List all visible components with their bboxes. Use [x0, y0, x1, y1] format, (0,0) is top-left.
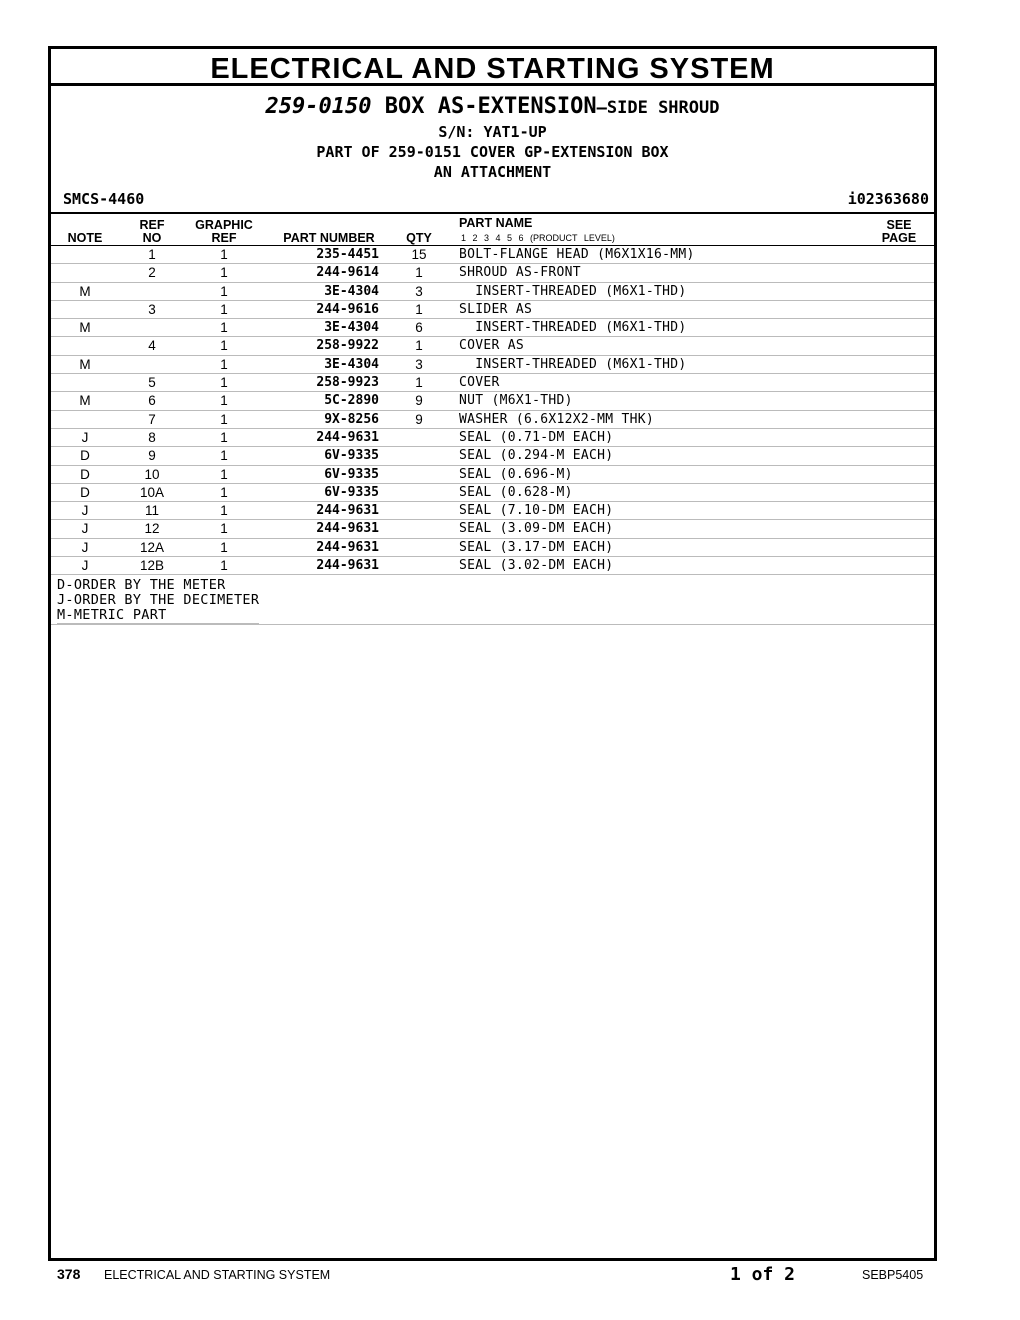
qty-cell: 3	[415, 356, 423, 372]
table-row	[51, 411, 934, 429]
footer-sheet-count: 1 of 2	[730, 1264, 796, 1285]
graphic-ref-cell: 1	[220, 429, 228, 445]
note-line: J-ORDER BY THE DECIMETER	[57, 592, 260, 608]
part-number-cell: 244-9631	[316, 558, 379, 574]
qty-cell: 3	[415, 283, 423, 299]
ref-no-cell: 12A	[139, 539, 165, 555]
col-header-note: NOTE	[67, 231, 103, 245]
part-number-cell: 3E-4304	[324, 320, 379, 336]
smcs-code: SMCS-4460	[63, 190, 145, 208]
note-cell: J	[81, 521, 89, 537]
table-row	[51, 429, 934, 447]
assembly-name: BOX AS-EXTENSION	[384, 94, 597, 119]
note-cell: M	[79, 356, 91, 372]
footer-section-title: ELECTRICAL AND STARTING SYSTEM	[104, 1268, 331, 1282]
part-name-cell: INSERT-THREADED (M6X1-THD)	[459, 356, 687, 372]
note-cell: M	[79, 320, 91, 336]
part-number-cell: 244-9616	[316, 301, 379, 317]
table-row	[51, 502, 934, 520]
attachment-note: AN ATTACHMENT	[433, 163, 552, 181]
graphic-ref-cell: 1	[220, 247, 228, 262]
note-cell: D	[80, 466, 90, 482]
ref-no-cell: 3	[148, 301, 156, 317]
col-header-qty: QTY	[406, 231, 432, 245]
notes-divider	[51, 624, 934, 625]
graphic-ref-cell: 1	[220, 558, 228, 574]
graphic-ref-cell: 1	[220, 338, 228, 354]
col-header-graphic-line1: GRAPHIC	[195, 218, 253, 232]
qty-cell: 9	[415, 411, 423, 427]
table-row	[51, 392, 934, 410]
ref-no-cell: 12	[144, 521, 160, 537]
section-title: ELECTRICAL AND STARTING SYSTEM	[51, 49, 934, 86]
note-cell: J	[81, 558, 89, 574]
note-cell: D	[80, 448, 90, 464]
graphic-ref-cell: 1	[220, 375, 228, 391]
col-header-graphic-line2: REF	[211, 231, 237, 245]
graphic-ref-cell: 1	[220, 301, 228, 317]
table-row	[51, 466, 934, 484]
col-header-see-page	[871, 219, 927, 245]
qty-cell: 1	[415, 265, 423, 281]
part-name-cell: SHROUD AS-FRONT	[459, 265, 581, 281]
part-number-cell: 244-9631	[316, 503, 379, 519]
table-row	[51, 484, 934, 502]
part-number-cell: 258-9923	[316, 375, 379, 391]
col-header-graphic	[189, 219, 259, 245]
part-name-cell: SEAL (0.294-M EACH)	[459, 448, 614, 464]
serial-range: S/N: YAT1-UP	[438, 123, 547, 141]
part-name-cell: SEAL (0.696-M)	[459, 466, 573, 482]
table-row	[51, 520, 934, 538]
ref-no-cell: 10	[144, 466, 160, 482]
footer-document-number: SEBP5405	[862, 1268, 924, 1282]
note-line: M-METRIC PART	[57, 607, 167, 623]
part-name-cell: SEAL (7.10-DM EACH)	[459, 503, 614, 519]
part-number-cell: 244-9631	[316, 521, 379, 537]
illustration-id: i02363680	[847, 190, 929, 208]
part-name-cell: SEAL (0.71-DM EACH)	[459, 429, 614, 445]
qty-cell: 6	[415, 320, 423, 336]
part-name-cell: WASHER (6.6X12X2-MM THK)	[459, 411, 655, 427]
qty-cell: 15	[411, 247, 427, 262]
col-header-ref-line2: NO	[142, 231, 162, 245]
note-cell: J	[81, 503, 89, 519]
part-number-cell: 235-4451	[316, 247, 379, 262]
part-of-line: PART OF 259-0151 COVER GP-EXTENSION BOX	[316, 143, 669, 161]
assembly-subname: —SIDE SHROUD	[596, 98, 720, 118]
part-number-cell: 244-9614	[316, 265, 379, 281]
ref-no-cell: 4	[148, 338, 156, 354]
part-number-cell: 6V-9335	[324, 484, 379, 500]
table-row	[51, 557, 934, 575]
note-cell: J	[81, 429, 89, 445]
ref-no-cell: 5	[148, 375, 156, 391]
graphic-ref-cell: 1	[220, 320, 228, 336]
ref-no-cell: 1	[148, 247, 156, 262]
part-number-cell: 3E-4304	[324, 356, 379, 372]
ref-no-cell: 9	[148, 448, 156, 464]
col-header-see-page-line2: PAGE	[881, 231, 917, 245]
graphic-ref-cell: 1	[220, 393, 228, 409]
part-number-cell: 5C-2890	[324, 393, 379, 409]
product-levels: 1 2 3 4 5 6 (PRODUCT LEVEL)	[461, 233, 615, 243]
graphic-ref-cell: 1	[220, 521, 228, 537]
col-header-part-number: PART NUMBER	[283, 231, 375, 245]
part-number-cell: 6V-9335	[324, 466, 379, 482]
part-name-cell: INSERT-THREADED (M6X1-THD)	[459, 320, 687, 336]
table-row	[51, 374, 934, 392]
graphic-ref-cell: 1	[220, 466, 228, 482]
part-name-cell: SEAL (3.09-DM EACH)	[459, 521, 614, 537]
qty-cell: 1	[415, 375, 423, 391]
ref-no-cell: 8	[148, 429, 156, 445]
qty-cell: 1	[415, 301, 423, 317]
table-row	[51, 301, 934, 319]
parts-table	[51, 246, 934, 575]
note-cell: J	[81, 539, 89, 555]
footer-page-number: 378	[57, 1266, 81, 1282]
table-row	[51, 539, 934, 557]
table-row	[51, 356, 934, 374]
note-cell: M	[79, 283, 91, 299]
col-header-part-name: PART NAME	[459, 216, 533, 230]
table-row	[51, 283, 934, 301]
qty-cell: 9	[415, 393, 423, 409]
graphic-ref-cell: 1	[220, 503, 228, 519]
ref-no-cell: 11	[144, 503, 159, 519]
part-name-cell: SEAL (3.02-DM EACH)	[459, 558, 614, 574]
notes-legend	[57, 578, 259, 624]
ref-no-cell: 6	[148, 393, 156, 409]
ref-no-cell: 10A	[139, 484, 165, 500]
assembly-part-number: 259-0150	[265, 94, 372, 119]
part-name-cell: SEAL (0.628-M)	[459, 484, 573, 500]
part-number-cell: 258-9922	[316, 338, 379, 354]
header-divider	[51, 212, 934, 214]
ref-no-cell: 2	[148, 265, 156, 281]
table-row	[51, 246, 934, 264]
part-name-cell: COVER AS	[459, 338, 525, 354]
graphic-ref-cell: 1	[220, 484, 228, 500]
page-frame	[48, 46, 937, 1261]
graphic-ref-cell: 1	[220, 411, 228, 427]
note-cell: D	[80, 484, 90, 500]
part-name-cell: SEAL (3.17-DM EACH)	[459, 539, 614, 555]
col-header-ref	[129, 219, 175, 245]
col-header-ref-line1: REF	[139, 218, 165, 232]
table-row	[51, 319, 934, 337]
part-number-cell: 9X-8256	[324, 411, 379, 427]
part-number-cell: 244-9631	[316, 429, 379, 445]
graphic-ref-cell: 1	[220, 265, 228, 281]
ref-no-cell: 12B	[139, 558, 165, 574]
table-row	[51, 264, 934, 282]
part-number-cell: 6V-9335	[324, 448, 379, 464]
col-header-see-page-line1: SEE	[886, 218, 912, 232]
part-name-cell: BOLT-FLANGE HEAD (M6X1X16-MM)	[459, 247, 695, 262]
note-line: D-ORDER BY THE METER	[57, 577, 226, 593]
ref-no-cell: 7	[148, 411, 156, 427]
part-number-cell: 244-9631	[316, 539, 379, 555]
table-row	[51, 447, 934, 465]
graphic-ref-cell: 1	[220, 356, 228, 372]
table-row	[51, 337, 934, 355]
part-name-cell: INSERT-THREADED (M6X1-THD)	[459, 283, 687, 299]
note-cell: M	[79, 393, 91, 409]
part-name-cell: COVER	[459, 375, 500, 391]
graphic-ref-cell: 1	[220, 448, 228, 464]
part-number-cell: 3E-4304	[324, 283, 379, 299]
graphic-ref-cell: 1	[220, 283, 228, 299]
part-name-cell: NUT (M6X1-THD)	[459, 393, 573, 409]
assembly-title	[51, 94, 934, 121]
graphic-ref-cell: 1	[220, 539, 228, 555]
qty-cell: 1	[415, 338, 423, 354]
part-name-cell: SLIDER AS	[459, 301, 533, 317]
